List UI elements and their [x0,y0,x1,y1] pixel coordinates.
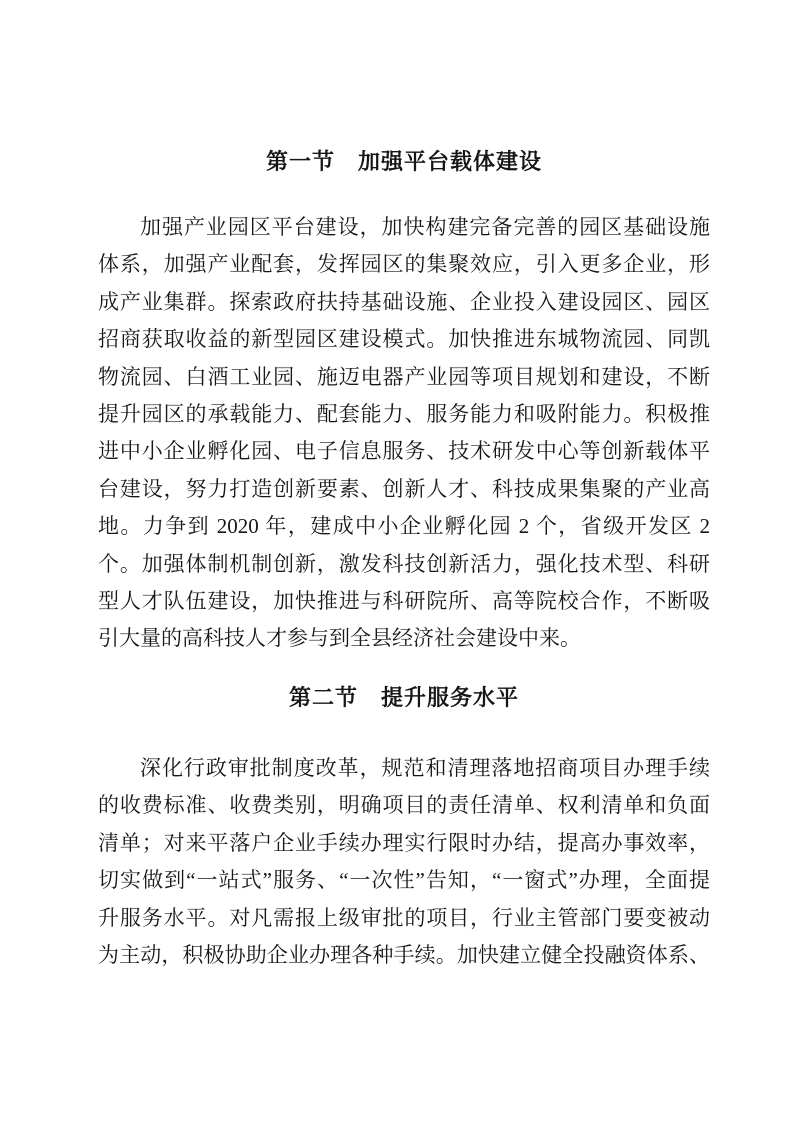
text-line: 地。力争到 2020 年，建成中小企业孵化园 2 个，省级开发区 2 [98,514,710,539]
section-2-paragraph [98,750,710,974]
text-line: 清单；对来平落户企业手续办理实行限时办结，提高办事效率， [98,830,710,855]
section-2-heading: 第二节 提升服务水平 [288,685,519,710]
text-line: 引大量的高科技人才参与到全县经济社会建设中来。 [98,626,581,651]
text-line: 台建设，努力打造创新要素、创新人才、科技成果集聚的产业高 [98,476,710,501]
text-line: 招商获取收益的新型园区建设模式。加快推进东城物流园、同凯 [98,327,710,352]
text-line: 切实做到“一站式”服务、“一次性”告知，“一窗式”办理，全面提 [98,868,710,893]
text-line: 个。加强体制机制创新，激发科技创新活力，强化技术型、科研 [98,551,710,576]
section-1-paragraph [98,209,710,658]
text-line: 成产业集群。探索政府扶持基础设施、企业投入建设园区、园区 [98,289,710,314]
section-1-heading: 第一节 加强平台载体建设 [265,149,542,174]
text-line: 体系，加强产业配套，发挥园区的集聚效应，引入更多企业，形 [98,252,710,277]
text-line: 深化行政审批制度改革，规范和清理落地招商项目办理手续 [140,756,710,780]
text-line: 加强产业园区平台建设，加快构建完备完善的园区基础设施 [140,215,710,239]
text-line: 提升园区的承载能力、配套能力、服务能力和吸附能力。积极推 [98,402,710,427]
text-line: 型人才队伍建设，加快推进与科研院所、高等院校合作，不断吸 [98,589,710,614]
text-line: 为主动，积极协助企业办理各种手续。加快建立健全投融资体系、 [98,943,710,968]
text-line: 的收费标准、收费类别，明确项目的责任清单、权利清单和负面 [98,793,710,818]
text-line: 进中小企业孵化园、电子信息服务、技术研发中心等创新载体平 [98,439,710,464]
text-line: 物流园、白酒工业园、施迈电器产业园等项目规划和建设，不断 [98,364,710,389]
text-line: 升服务水平。对凡需报上级审批的项目，行业主管部门要变被动 [98,905,710,930]
